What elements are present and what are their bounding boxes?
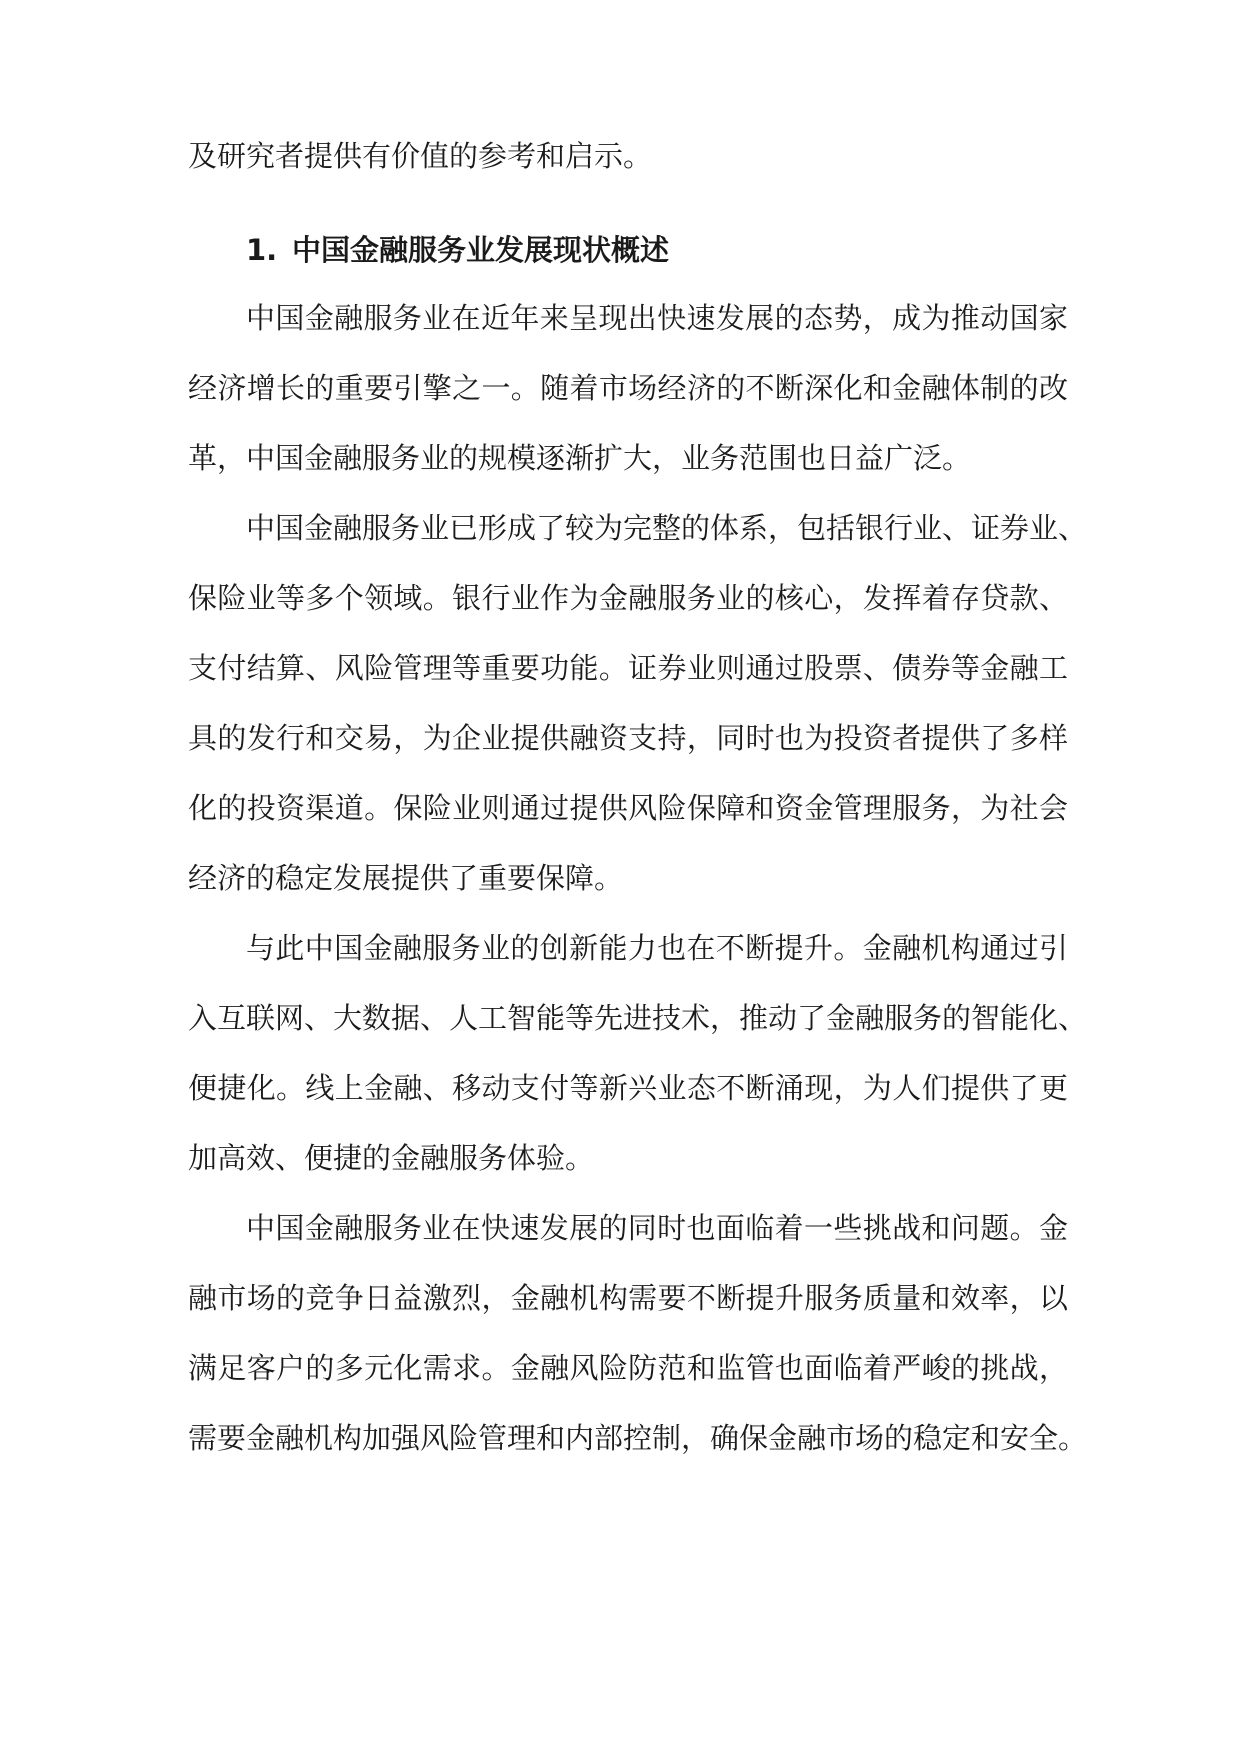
section-title: 中国金融服务业发展现状概述 xyxy=(292,233,670,267)
section-heading xyxy=(246,230,1068,270)
paragraph-line: 中国金融服务业已形成了较为完整的体系，包括银行业、证券业、 xyxy=(246,511,1088,545)
paragraph-line: 需要金融机构加强风险管理和内部控制，确保金融市场的稳定和安全。 xyxy=(188,1421,1088,1455)
paragraph-line: 保险业等多个领域。银行业作为金融服务业的核心，发挥着存贷款、 xyxy=(188,581,1068,615)
carry-over-line: 及研究者提供有价值的参考和启示。 xyxy=(188,139,653,173)
paragraph-line: 入互联网、大数据、人工智能等先进技术，推动了金融服务的智能化、 xyxy=(188,1001,1088,1035)
paragraph-line: 中国金融服务业在快速发展的同时也面临着一些挑战和问题。金 xyxy=(246,1211,1068,1245)
paragraph-line: 便捷化。线上金融、移动支付等新兴业态不断涌现，为人们提供了更 xyxy=(188,1071,1068,1105)
paragraph-line: 满足客户的多元化需求。金融风险防范和监管也面临着严峻的挑战， xyxy=(188,1351,1068,1385)
paragraph-line: 支付结算、风险管理等重要功能。证券业则通过股票、债券等金融工 xyxy=(188,651,1068,685)
paragraph-line: 化的投资渠道。保险业则通过提供风险保障和资金管理服务，为社会 xyxy=(188,791,1068,825)
paragraph-line: 融市场的竞争日益激烈，金融机构需要不断提升服务质量和效率，以 xyxy=(188,1281,1068,1315)
paragraph-line: 经济的稳定发展提供了重要保障。 xyxy=(188,861,624,895)
paragraph-line: 具的发行和交易，为企业提供融资支持，同时也为投资者提供了多样 xyxy=(188,721,1068,755)
paragraph-line: 加高效、便捷的金融服务体验。 xyxy=(188,1141,595,1175)
paragraph-line: 经济增长的重要引擎之一。随着市场经济的不断深化和金融体制的改 xyxy=(188,371,1068,405)
paragraph-line: 中国金融服务业在近年来呈现出快速发展的态势，成为推动国家 xyxy=(246,301,1068,335)
section-number: 1. xyxy=(246,233,278,267)
paragraph-line: 与此中国金融服务业的创新能力也在不断提升。金融机构通过引 xyxy=(246,931,1068,965)
paragraph-line: 革，中国金融服务业的规模逐渐扩大，业务范围也日益广泛。 xyxy=(188,441,972,475)
